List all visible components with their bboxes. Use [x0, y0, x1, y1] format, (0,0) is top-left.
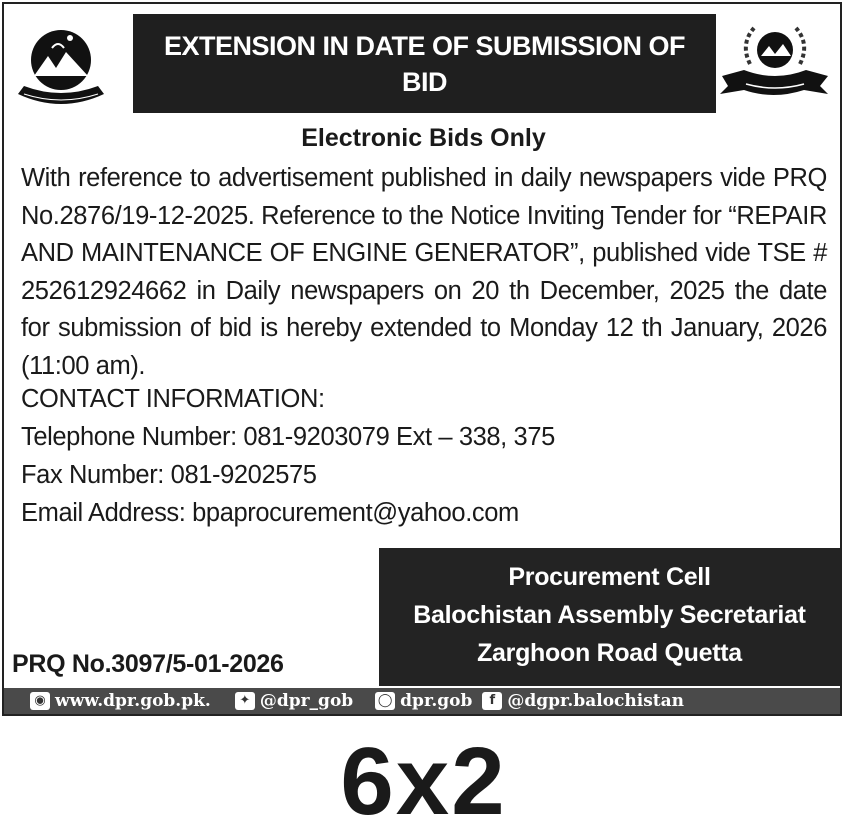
issuer-line-3: Zarghoon Road Quetta	[477, 639, 742, 667]
twitter-text: @dpr_gob	[259, 691, 354, 711]
globe-icon: ◉	[30, 692, 50, 710]
issuer-block	[379, 548, 840, 686]
instagram-text: dpr.gob	[400, 691, 473, 711]
footer-facebook[interactable]	[482, 691, 684, 711]
balochistan-government-emblem-icon	[14, 18, 108, 106]
twitter-icon: ✦	[235, 692, 255, 710]
footer-instagram[interactable]	[375, 691, 472, 711]
issuer-line-1: Procurement Cell	[508, 563, 711, 591]
footer-website[interactable]	[30, 691, 211, 711]
website-text: www.dpr.gob.pk.	[55, 691, 211, 711]
ad-size-label: 6x2	[340, 728, 507, 835]
issuer-line-2: Balochistan Assembly Secretariat	[413, 601, 806, 629]
facebook-icon: f	[482, 692, 502, 710]
footer-twitter[interactable]	[235, 691, 353, 711]
balochistan-public-relations-emblem-icon	[716, 18, 834, 104]
email-address: Email Address: bpaprocurement@yahoo.com	[21, 499, 519, 527]
notice-body: With reference to advertisement published in daily newspapers vide PRQ No.2876/19-12-2025. Reference to the Notice Inviting Tender for “REPAIR AND MAINTENANCE OF ENGINE GENERATOR”, published vide TSE # 252612924662 in Daily newspapers on 20 th December, 2025 the date for submission of bid is hereby extended to Monday 12 th January, 2026 (11:00 am).	[21, 164, 827, 380]
footer-bar	[4, 688, 840, 714]
prq-number: PRQ No.3097/5-01-2026	[12, 650, 284, 678]
electronic-bids-subtitle: Electronic Bids Only	[301, 124, 546, 152]
contact-heading: CONTACT INFORMATION:	[21, 385, 325, 413]
instagram-icon: ◯	[375, 692, 395, 710]
facebook-text: @dgpr.balochistan	[507, 691, 685, 711]
notice-title: EXTENSION IN DATE OF SUBMISSION OF BID	[133, 14, 716, 113]
fax-number: Fax Number: 081-9202575	[21, 461, 317, 489]
telephone-number: Telephone Number: 081-9203079 Ext – 338, 375	[21, 423, 555, 451]
